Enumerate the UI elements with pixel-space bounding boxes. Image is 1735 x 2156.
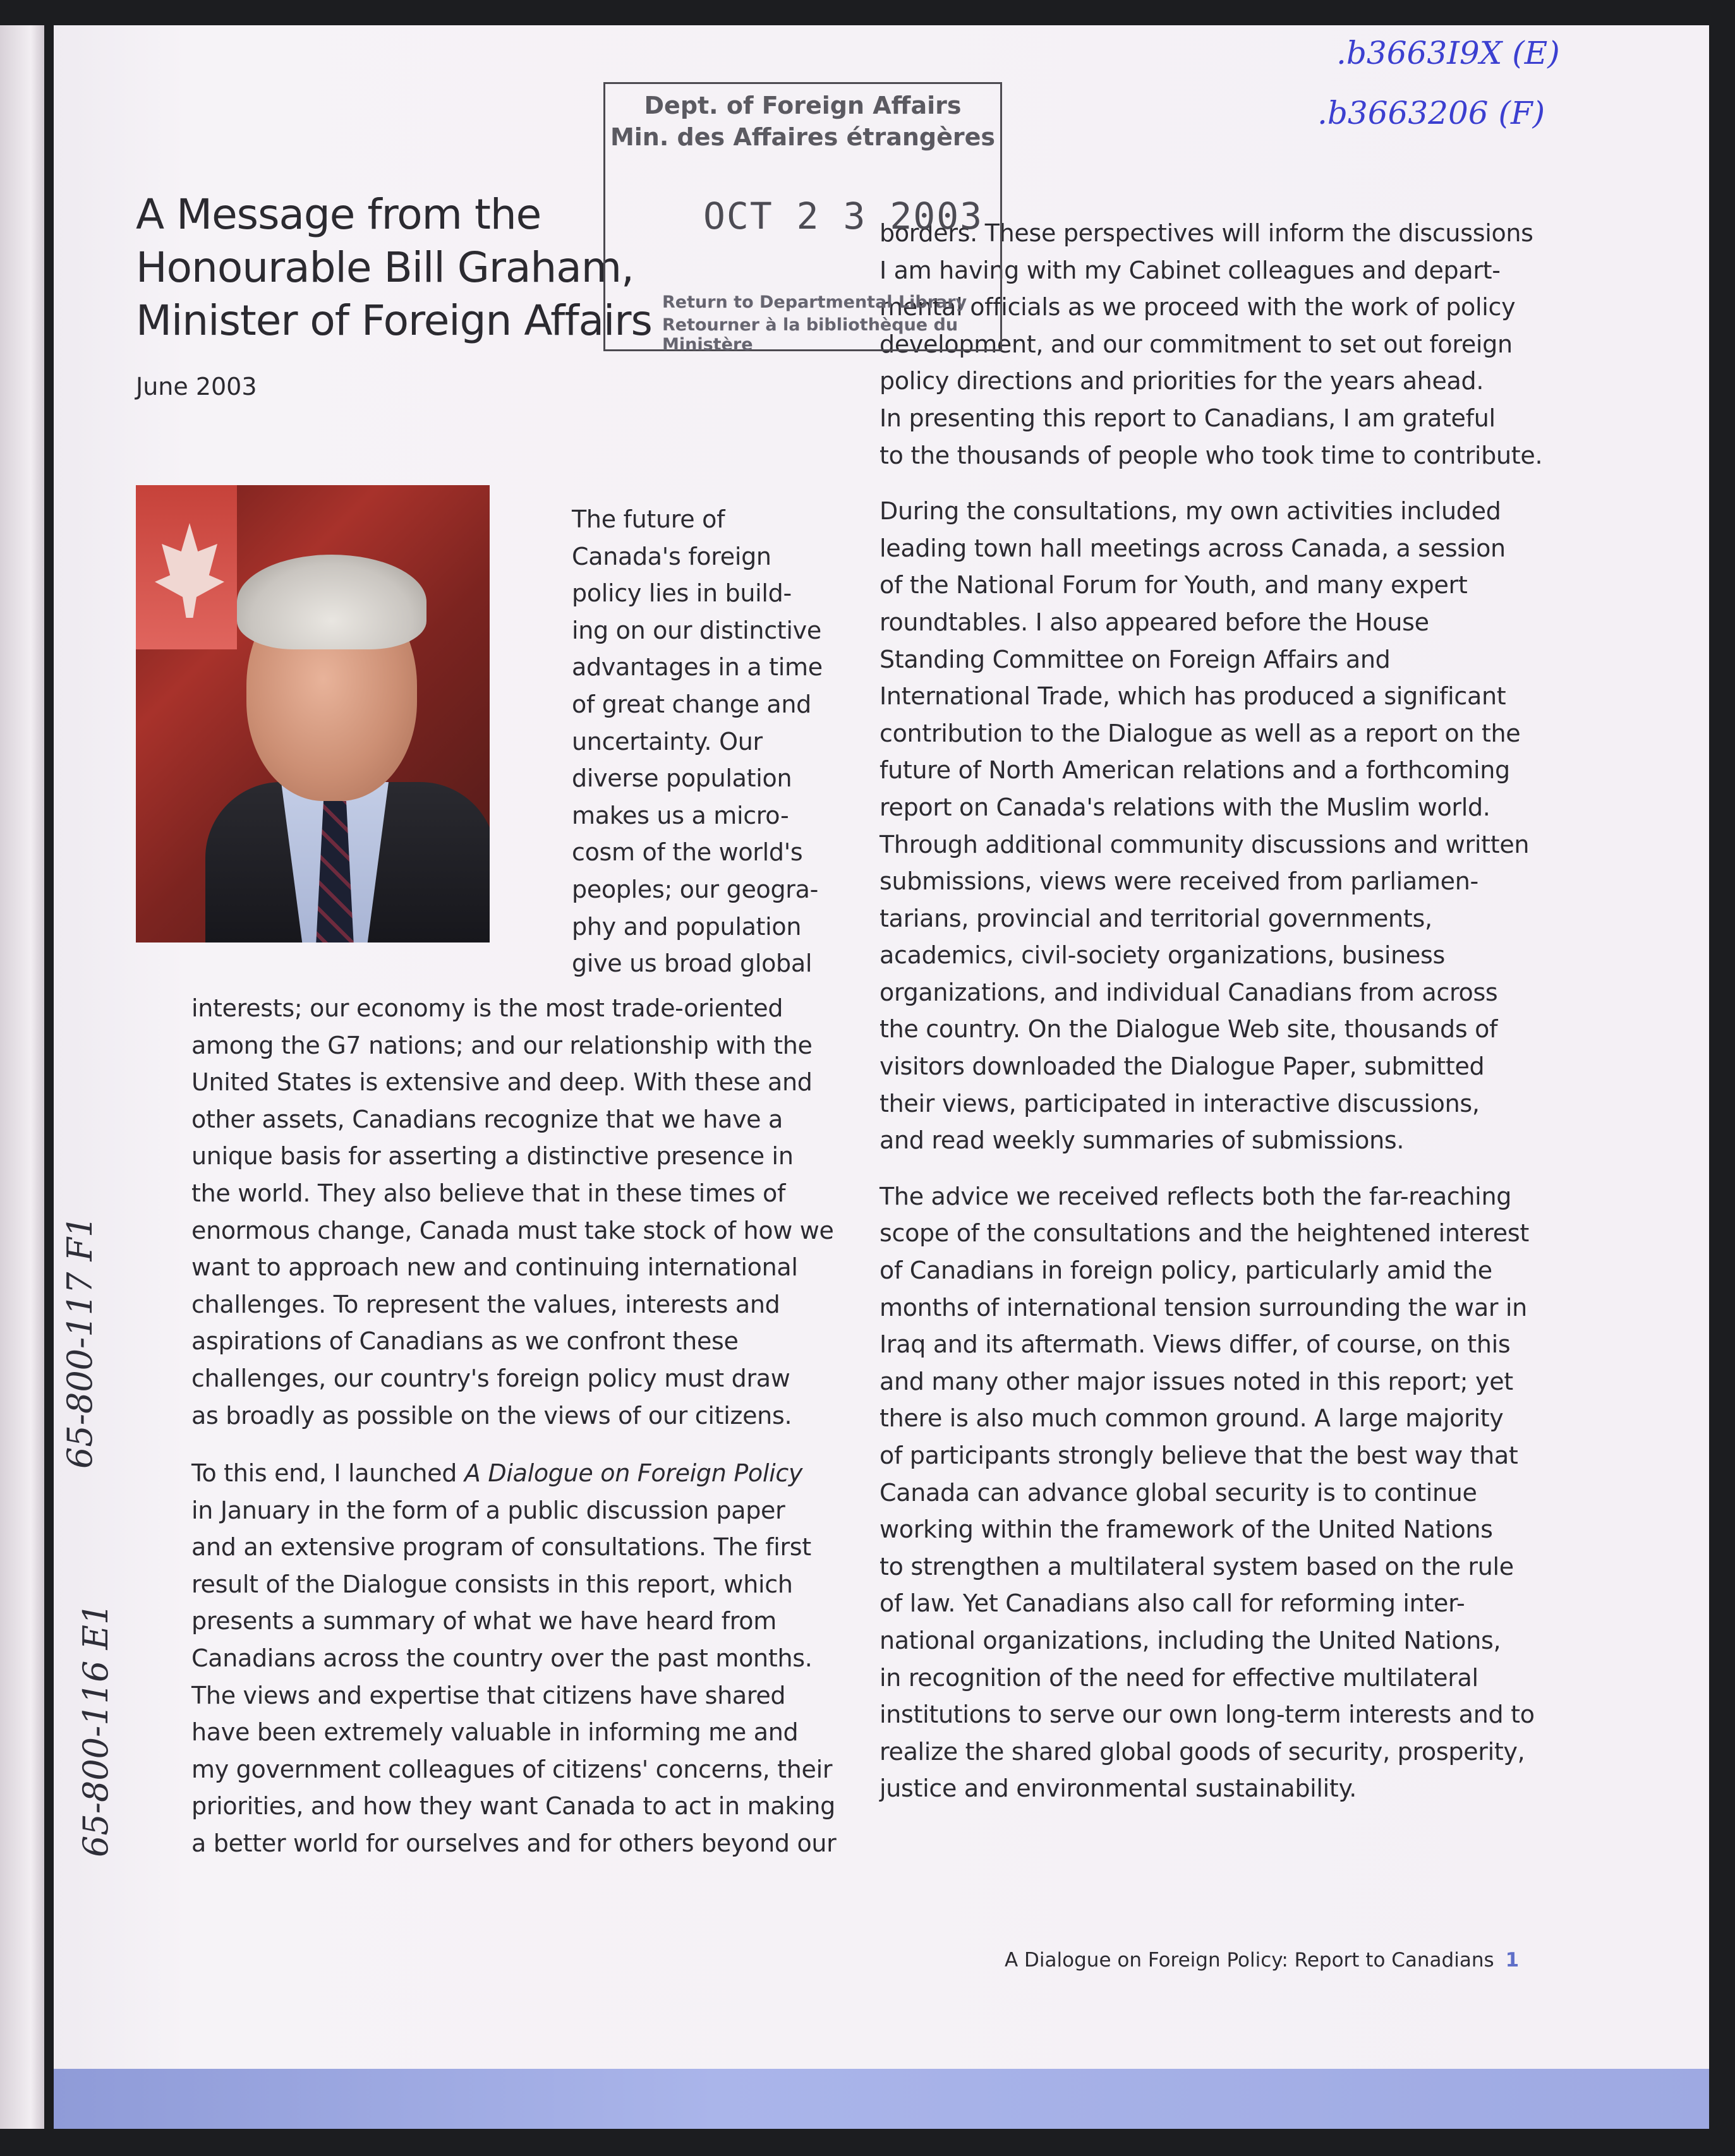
page-number: 1 <box>1505 1949 1520 1972</box>
text-line: of great change and <box>572 690 811 718</box>
text-line: The views and expertise that citizens have shared <box>191 1681 786 1709</box>
text-line: contribution to the Dialogue as well as a report on the <box>880 719 1521 747</box>
text-line: the world. They also believe that in these times of <box>191 1179 786 1207</box>
title-line: Honourable Bill Graham, <box>136 243 634 292</box>
text-line: Canadians across the country over the past months. <box>191 1644 813 1672</box>
text-line: and many other major issues noted in this report; yet <box>880 1367 1513 1395</box>
text-line: makes us a micro- <box>572 801 789 829</box>
title-line: A Message from the <box>136 190 541 239</box>
text-line: and read weekly summaries of submissions. <box>880 1126 1405 1155</box>
text-line: policy directions and priorities for the years ahead. <box>880 367 1484 395</box>
stamp-line-2: Min. des Affaires étrangères <box>610 123 996 151</box>
text-line: to the thousands of people who took time to contribute. <box>880 441 1543 469</box>
text-line: enormous change, Canada must take stock of how we <box>191 1216 834 1244</box>
text-line: to strengthen a multilateral system based on the rule <box>880 1552 1514 1581</box>
text-line: and an extensive program of consultations. The first <box>191 1533 811 1562</box>
text-line: have been extremely valuable in informing me and <box>191 1718 799 1747</box>
text-line: among the G7 nations; and our relationship with the <box>191 1031 813 1059</box>
text-line: roundtables. I also appeared before the House <box>880 608 1429 636</box>
text-line: International Trade, which has produced a significant <box>880 682 1506 711</box>
text-line: working within the framework of the United Nations <box>880 1515 1493 1544</box>
text-line: report on Canada's relations with the Muslim world. <box>880 793 1490 821</box>
text-line: advantages in a time <box>572 653 823 682</box>
text-run: To this end, I launched <box>191 1459 464 1487</box>
text-line: borders. These perspectives will inform the discussions <box>880 219 1533 247</box>
text-line: scope of the consultations and the heightened interest <box>880 1219 1529 1248</box>
text-line: tarians, provincial and territorial governments, <box>880 904 1432 932</box>
library-stamp <box>603 82 1002 354</box>
text-line: academics, civil-society organizations, business <box>880 941 1445 970</box>
stamp-line-3: Return to Departmental Library <box>662 292 967 312</box>
text-line: of the National Forum for Youth, and many expert <box>880 571 1468 599</box>
text-line: their views, participated in interactive discussions, <box>880 1089 1480 1117</box>
minister-photo <box>136 485 490 942</box>
text-line: development, and our commitment to set out foreign <box>880 330 1513 358</box>
text-line: submissions, views were received from parliamen- <box>880 867 1478 896</box>
text-line: justice and environmental sustainability. <box>880 1774 1357 1803</box>
binding-edge <box>0 25 44 2129</box>
text-line: of law. Yet Canadians also call for reforming inter- <box>880 1589 1465 1618</box>
text-line: visitors downloaded the Dialogue Paper, submitted <box>880 1052 1485 1081</box>
text-line: realize the shared global goods of security, prosperity, <box>880 1737 1525 1766</box>
text-line: institutions to serve our own long-term interests and to <box>880 1701 1535 1729</box>
text-line: a better world for ourselves and for others beyond our <box>191 1829 837 1857</box>
text-line: ing on our distinctive <box>572 616 821 644</box>
text-line: Canada's foreign <box>572 542 771 570</box>
text-line: leading town hall meetings across Canada, a session <box>880 534 1506 562</box>
text-line: diverse population <box>572 764 792 793</box>
handwritten-catalog-number-french: .b3663206 (F) <box>1317 95 1545 131</box>
text-line: want to approach new and continuing international <box>191 1253 798 1282</box>
text-line: The future of <box>572 505 725 533</box>
text-line: in recognition of the need for effective multilateral <box>880 1663 1478 1692</box>
text-line: mental officials as we proceed with the work of policy <box>880 293 1516 322</box>
left-paragraph-2 <box>191 1455 837 1862</box>
accent-band <box>54 2069 1709 2129</box>
publication-title: A Dialogue on Foreign Policy <box>464 1459 803 1487</box>
text-line: policy lies in build- <box>572 579 792 608</box>
text-line: The advice we received reflects both the far-reaching <box>880 1182 1512 1210</box>
text-line: as broadly as possible on the views of our citizens. <box>191 1401 792 1430</box>
text-line: phy and population <box>572 912 802 941</box>
text-line: the country. On the Dialogue Web site, thousands of <box>880 1015 1498 1044</box>
text-line: In presenting this report to Canadians, I am grateful <box>880 404 1496 432</box>
date: June 2003 <box>136 373 257 400</box>
text-line: Standing Committee on Foreign Affairs and <box>880 645 1391 673</box>
text-line: Iraq and its aftermath. Views differ, of course, on this <box>880 1330 1511 1359</box>
text-line: my government colleagues of citizens' concerns, their <box>191 1755 833 1783</box>
text-line: other assets, Canadians recognize that we have a <box>191 1105 783 1133</box>
text-line: challenges, our country's foreign policy must draw <box>191 1364 790 1392</box>
footer-text: A Dialogue on Foreign Policy: Report to Canadians <box>1005 1949 1494 1972</box>
text-line: unique basis for asserting a distinctive presence in <box>191 1142 794 1171</box>
wrap-text <box>572 501 823 982</box>
text-line: United States is extensive and deep. With these and <box>191 1068 813 1097</box>
text-line: there is also much common ground. A large majority <box>880 1404 1504 1433</box>
text-line: cosm of the world's <box>572 838 803 867</box>
right-column <box>880 215 1542 1807</box>
page-footer <box>1005 1949 1519 1972</box>
stamp-line-4: Retourner à la bibliothèque du Ministère <box>662 315 958 354</box>
text-line: future of North American relations and a forthcoming <box>880 756 1510 785</box>
text-line: result of the Dialogue consists in this report, which <box>191 1570 793 1598</box>
text-line: of Canadians in foreign policy, particularly amid the <box>880 1256 1492 1285</box>
text-line: presents a summary of what we have heard from <box>191 1607 777 1635</box>
text-line: Through additional community discussions and written <box>880 830 1530 858</box>
text-line: national organizations, including the United Nations, <box>880 1626 1501 1654</box>
title-line: Minister of Foreign Affairs <box>136 296 652 345</box>
text-line: of participants strongly believe that the best way that <box>880 1442 1518 1469</box>
handwritten-side-note-2: 65-800-117 F1 <box>60 1215 100 1469</box>
text-line: During the consultations, my own activities included <box>880 497 1501 526</box>
hair <box>237 555 426 649</box>
text-line <box>191 1455 837 1492</box>
text-line: give us broad global <box>572 949 813 978</box>
text-line: aspirations of Canadians as we confront these <box>191 1327 739 1356</box>
text-line: Canada can advance global security is to continue <box>880 1478 1477 1507</box>
handwritten-side-note-1: 65-800-116 E1 <box>76 1603 116 1857</box>
right-paragraph-3 <box>880 1178 1542 1807</box>
text-line: organizations, and individual Canadians from across <box>880 978 1498 1006</box>
text-line: in January in the form of a public discussion paper <box>191 1496 785 1524</box>
stamp-line-1: Dept. of Foreign Affairs <box>644 92 962 119</box>
text-line: months of international tension surrounding the war in <box>880 1293 1527 1322</box>
handwritten-catalog-number-english: .b3663I9X (E) <box>1336 35 1560 71</box>
text-line: challenges. To represent the values, interests and <box>191 1290 780 1318</box>
text-line: priorities, and how they want Canada to act in making <box>191 1792 835 1821</box>
text-line: interests; our economy is the most trade-oriented <box>191 994 783 1022</box>
stamp-date: OCT 2 3 2003 <box>703 195 984 238</box>
right-paragraph-2 <box>880 493 1542 1159</box>
text-line: I am having with my Cabinet colleagues and depart- <box>880 256 1501 284</box>
text-line: peoples; our geogra- <box>572 875 819 903</box>
left-paragraph-1 <box>191 990 834 1434</box>
text-line: uncertainty. Our <box>572 727 763 756</box>
